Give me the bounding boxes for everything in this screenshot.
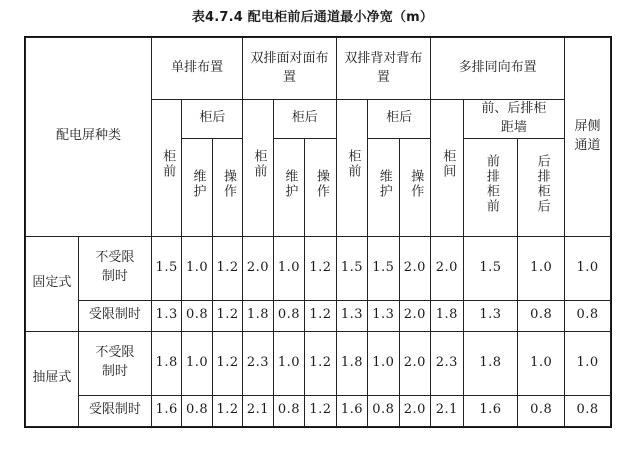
value-cell: 1.2: [305, 395, 336, 426]
value-cell: 1.8: [431, 300, 463, 331]
value-cell: 1.8: [151, 331, 181, 395]
header-front-2: 柜前: [243, 100, 273, 237]
value-cell: 1.0: [565, 331, 611, 395]
value-cell: 1.0: [368, 331, 399, 395]
value-cell: 1.3: [463, 300, 518, 331]
header-group-face-to-face: 双排面对面布置: [243, 38, 336, 100]
table-row: [26, 236, 611, 300]
header-category: 配电屏种类: [26, 38, 152, 237]
value-cell: 1.2: [305, 236, 336, 300]
value-cell: 0.8: [518, 395, 565, 426]
row-condition: 受限制时: [78, 395, 151, 426]
value-cell: 2.0: [243, 236, 273, 300]
value-cell: 1.3: [368, 300, 399, 331]
value-cell: 1.5: [368, 236, 399, 300]
value-cell: 2.0: [399, 236, 430, 300]
value-cell: 1.6: [336, 395, 367, 426]
header-operate-1: 操作: [212, 138, 242, 236]
value-cell: 1.2: [305, 331, 336, 395]
table-row: [26, 331, 611, 395]
value-cell: 1.6: [463, 395, 518, 426]
value-cell: 1.8: [336, 331, 367, 395]
value-cell: 2.3: [431, 331, 463, 395]
value-cell: 2.0: [399, 300, 430, 331]
value-cell: 0.8: [182, 300, 212, 331]
value-cell: 1.5: [463, 236, 518, 300]
header-front-1: 柜前: [151, 100, 181, 237]
header-back-2: 柜后: [273, 100, 336, 139]
header-group-multi-row: 多排同向布置: [431, 38, 565, 100]
header-operate-3: 操作: [399, 138, 430, 236]
value-cell: 1.2: [305, 300, 336, 331]
row-condition: 不受限制时: [78, 236, 151, 300]
header-back-row: 后排柜后: [518, 138, 565, 236]
header-group-single-row: 单排布置: [151, 38, 242, 100]
value-cell: 1.0: [182, 331, 212, 395]
header-operate-2: 操作: [305, 138, 336, 236]
value-cell: 0.8: [273, 395, 304, 426]
header-front-row: 前排柜前: [463, 138, 518, 236]
value-cell: 1.8: [243, 300, 273, 331]
table-row: [26, 300, 611, 331]
table-row: [26, 395, 611, 426]
row-condition: 不受限制时: [78, 331, 151, 395]
header-back-1: 柜后: [182, 100, 243, 139]
table-title: 表4.7.4 配电柜前后通道最小净宽（m）: [191, 10, 434, 25]
header-row-distance: 前、后排柜距墙: [463, 100, 565, 139]
value-cell: 1.0: [273, 236, 304, 300]
value-cell: 1.2: [212, 395, 242, 426]
value-cell: 1.8: [463, 331, 518, 395]
header-front-3: 柜前: [336, 100, 367, 237]
value-cell: 0.8: [518, 300, 565, 331]
value-cell: 0.8: [273, 300, 304, 331]
value-cell: 0.8: [565, 300, 611, 331]
value-cell: 2.3: [243, 331, 273, 395]
value-cell: 1.3: [151, 300, 181, 331]
value-cell: 1.0: [518, 236, 565, 300]
value-cell: 1.0: [182, 236, 212, 300]
value-cell: 1.2: [212, 300, 242, 331]
clearance-table: [25, 37, 611, 427]
header-side-aisle: 屏侧通道: [565, 38, 611, 237]
value-cell: 1.0: [565, 236, 611, 300]
value-cell: 1.2: [212, 236, 242, 300]
value-cell: 2.0: [399, 395, 430, 426]
header-group-back-to-back: 双排背对背布置: [336, 38, 430, 100]
row-condition: 受限制时: [78, 300, 151, 331]
header-between: 柜间: [431, 100, 463, 237]
header-maintain-3: 维护: [368, 138, 399, 236]
value-cell: 2.1: [243, 395, 273, 426]
value-cell: 2.1: [431, 395, 463, 426]
value-cell: 1.0: [273, 331, 304, 395]
row-type-fixed: 固定式: [26, 236, 79, 331]
value-cell: 0.8: [565, 395, 611, 426]
header-maintain-2: 维护: [273, 138, 304, 236]
value-cell: 1.5: [336, 236, 367, 300]
value-cell: 1.3: [336, 300, 367, 331]
value-cell: 1.0: [518, 331, 565, 395]
header-back-3: 柜后: [368, 100, 431, 139]
value-cell: 0.8: [368, 395, 399, 426]
value-cell: 1.2: [212, 331, 242, 395]
value-cell: 0.8: [182, 395, 212, 426]
value-cell: 1.5: [151, 236, 181, 300]
header-maintain-1: 维护: [182, 138, 212, 236]
value-cell: 2.0: [431, 236, 463, 300]
value-cell: 1.6: [151, 395, 181, 426]
row-type-drawer: 抽屉式: [26, 331, 79, 426]
value-cell: 2.0: [399, 331, 430, 395]
